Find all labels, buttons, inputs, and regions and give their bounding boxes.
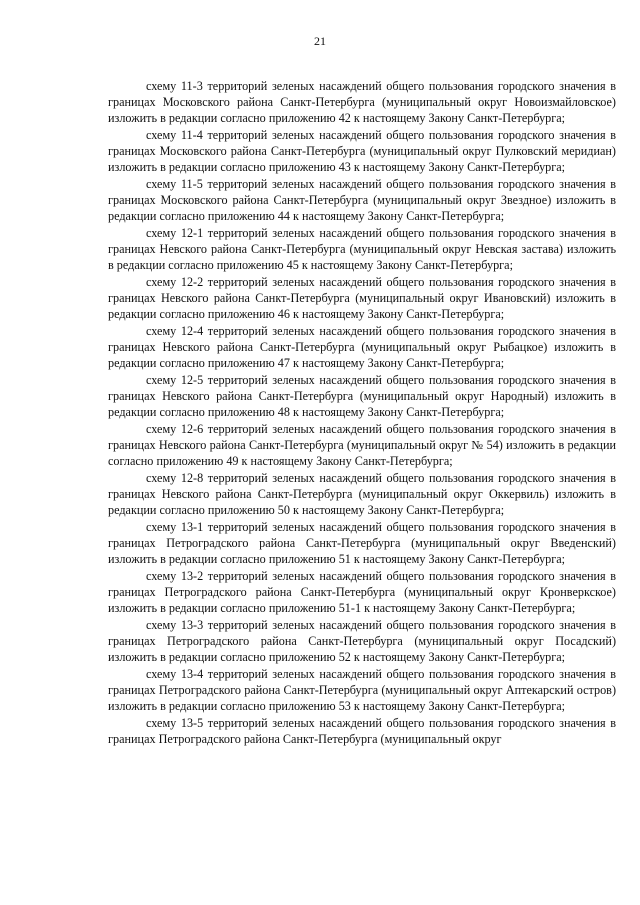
paragraph: схему 11-3 территорий зеленых насаждений общего пользования городского значения в границах Московского района Санкт-Петербурга (муниципальный округ Новоизмайловское) изложить в редакции согласно приложению 42 к настоящему Закону Санкт-Петербурга; bbox=[108, 79, 616, 125]
paragraph: схему 12-1 территорий зеленых насаждений общего пользования городского значения в границах Невского района Санкт-Петербурга (муниципальный округ Невская застава) изложить в редакции согласно приложению 45 к настоящему Закону Санкт-Петербурга; bbox=[108, 226, 616, 272]
page-number: 21 bbox=[314, 34, 326, 48]
paragraph: схему 13-3 территорий зеленых насаждений общего пользования городского значения в границах Петроградского района Санкт-Петербурга (муниципальный округ Посадский) изложить в редакции согласно приложению 52 к настоящему Закону Санкт-Петербурга; bbox=[108, 618, 616, 664]
paragraph: схему 12-2 территорий зеленых насаждений общего пользования городского значения в границах Невского района Санкт-Петербурга (муниципальный округ Ивановский) изложить в редакции согласно приложению 46 к настоящему Закону Санкт-Петербурга; bbox=[108, 275, 616, 321]
paragraph: схему 13-1 территорий зеленых насаждений общего пользования городского значения в границах Петроградского района Санкт-Петербурга (муниципальный округ Введенский) изложить в редакции согласно приложению 51 к настоящему Закону Санкт-Петербурга; bbox=[108, 520, 616, 566]
paragraph: схему 13-2 территорий зеленых насаждений общего пользования городского значения в границах Петроградского района Санкт-Петербурга (муниципальный округ Кронверкское) изложить в редакции согласно приложению 51-1 к настоящему Закону Санкт-Петербурга; bbox=[108, 569, 616, 615]
paragraph: схему 13-4 территорий зеленых насаждений общего пользования городского значения в границах Петроградского района Санкт-Петербурга (муниципальный округ Аптекарский остров) изложить в редакции согласно приложению 53 к настоящему Закону Санкт-Петербурга; bbox=[108, 667, 616, 713]
paragraph: схему 13-5 территорий зеленых насаждений общего пользования городского значения в границах Петроградского района Санкт-Петербурга (муниципальный округ bbox=[108, 716, 616, 746]
paragraph: схему 12-5 территорий зеленых насаждений общего пользования городского значения в границах Невского района Санкт-Петербурга (муниципальный округ Народный) изложить в редакции согласно приложению 48 к настоящему Закону Санкт-Петербурга; bbox=[108, 373, 616, 419]
paragraph: схему 12-8 территорий зеленых насаждений общего пользования городского значения в границах Невского района Санкт-Петербурга (муниципальный округ Оккервиль) изложить в редакции согласно приложению 50 к настоящему Закону Санкт-Петербурга; bbox=[108, 471, 616, 517]
paragraph: схему 11-4 территорий зеленых насаждений общего пользования городского значения в границах Московского района Санкт-Петербурга (муниципальный округ Пулковский меридиан) изложить в редакции согласно приложению 43 к настоящему Закону Санкт-Петербурга; bbox=[108, 128, 616, 174]
document-body bbox=[108, 78, 616, 747]
paragraph: схему 11-5 территорий зеленых насаждений общего пользования городского значения в границах Московского района Санкт-Петербурга (муниципальный округ Звездное) изложить в редакции согласно приложению 44 к настоящему Закону Санкт-Петербурга; bbox=[108, 177, 616, 223]
paragraph: схему 12-6 территорий зеленых насаждений общего пользования городского значения в границах Невского района Санкт-Петербурга (муниципальный округ № 54) изложить в редакции согласно приложению 49 к настоящему Закону Санкт-Петербурга; bbox=[108, 422, 616, 468]
paragraph: схему 12-4 территорий зеленых насаждений общего пользования городского значения в границах Невского района Санкт-Петербурга (муниципальный округ Рыбацкое) изложить в редакции согласно приложению 47 к настоящему Закону Санкт-Петербурга; bbox=[108, 324, 616, 370]
